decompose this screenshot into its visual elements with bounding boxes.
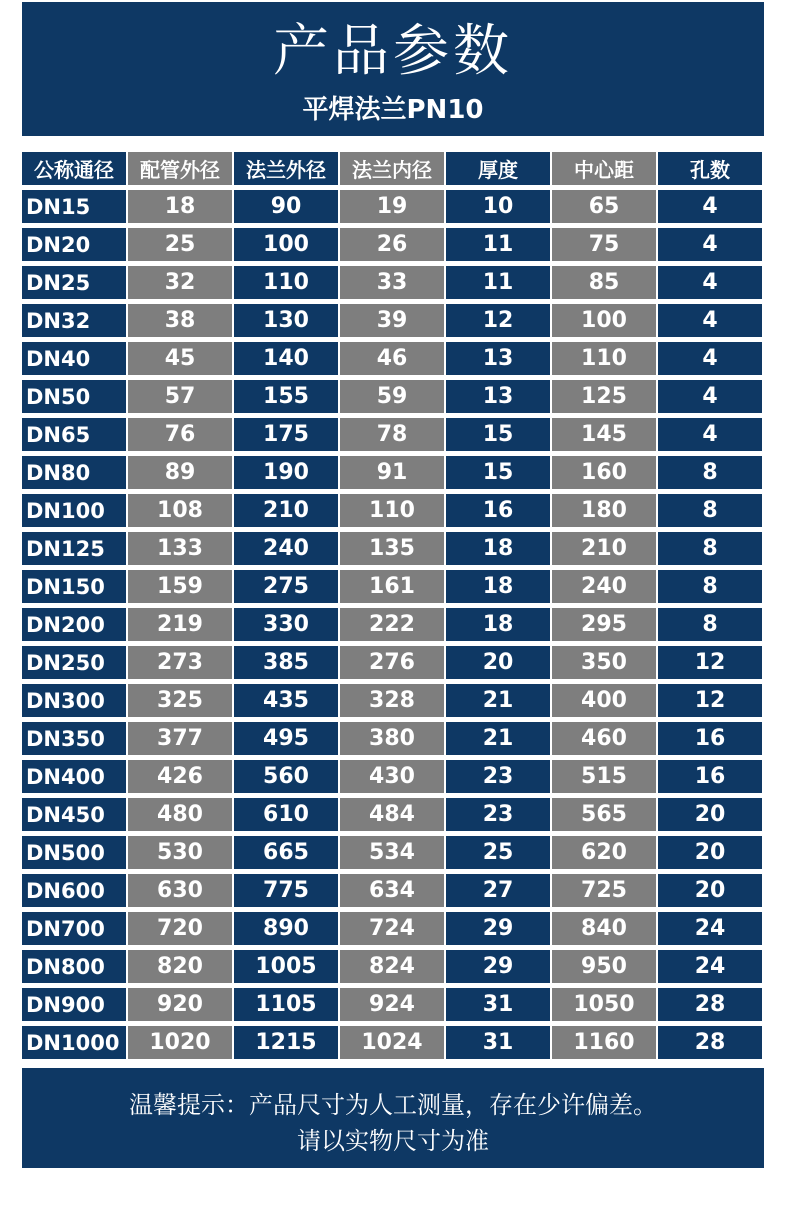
table-cell: 38 <box>128 304 232 337</box>
table-cell: 18 <box>446 570 550 603</box>
table-cell: 13 <box>446 342 550 375</box>
table-cell: 920 <box>128 988 232 1021</box>
table-cell: 724 <box>340 912 444 945</box>
table-cell: 21 <box>446 722 550 755</box>
row-header-cell: DN450 <box>22 798 126 831</box>
table-cell: 175 <box>234 418 338 451</box>
table-cell: 100 <box>552 304 656 337</box>
row-header-cell: DN800 <box>22 950 126 983</box>
table-cell: 295 <box>552 608 656 641</box>
table-cell: 32 <box>128 266 232 299</box>
table-cell: 27 <box>446 874 550 907</box>
table-cell: 24 <box>658 912 762 945</box>
row-header-cell: DN32 <box>22 304 126 337</box>
table-cell: 820 <box>128 950 232 983</box>
table-cell: 8 <box>658 608 762 641</box>
table-cell: 26 <box>340 228 444 261</box>
column-header: 公称通径 <box>22 152 126 185</box>
page-subtitle: 平焊法兰PN10 <box>302 95 484 125</box>
table-cell: 210 <box>234 494 338 527</box>
table-cell: 108 <box>128 494 232 527</box>
table-cell: 15 <box>446 418 550 451</box>
table-cell: 219 <box>128 608 232 641</box>
table-cell: 426 <box>128 760 232 793</box>
table-cell: 665 <box>234 836 338 869</box>
table-cell: 39 <box>340 304 444 337</box>
table-cell: 610 <box>234 798 338 831</box>
table-cell: 18 <box>128 190 232 223</box>
table-cell: 325 <box>128 684 232 717</box>
column-header: 厚度 <box>446 152 550 185</box>
table-cell: 565 <box>552 798 656 831</box>
table-cell: 8 <box>658 570 762 603</box>
table-cell: 13 <box>446 380 550 413</box>
table-cell: 28 <box>658 1026 762 1059</box>
table-cell: 12 <box>658 646 762 679</box>
row-header-cell: DN40 <box>22 342 126 375</box>
row-header-cell: DN100 <box>22 494 126 527</box>
row-header-cell: DN200 <box>22 608 126 641</box>
table-cell: 110 <box>234 266 338 299</box>
table-cell: 20 <box>658 798 762 831</box>
row-header-cell: DN50 <box>22 380 126 413</box>
table-cell: 89 <box>128 456 232 489</box>
row-header-cell: DN125 <box>22 532 126 565</box>
table-cell: 8 <box>658 494 762 527</box>
row-header-cell: DN150 <box>22 570 126 603</box>
table-cell: 484 <box>340 798 444 831</box>
row-header-cell: DN65 <box>22 418 126 451</box>
table-cell: 16 <box>446 494 550 527</box>
table-cell: 161 <box>340 570 444 603</box>
table-cell: 180 <box>552 494 656 527</box>
table-cell: 11 <box>446 266 550 299</box>
table-cell: 380 <box>340 722 444 755</box>
table-cell: 460 <box>552 722 656 755</box>
table-cell: 130 <box>234 304 338 337</box>
column-header: 配管外径 <box>128 152 232 185</box>
table-cell: 16 <box>658 722 762 755</box>
header-banner <box>22 2 764 136</box>
table-cell: 12 <box>446 304 550 337</box>
table-cell: 78 <box>340 418 444 451</box>
table-cell: 31 <box>446 1026 550 1059</box>
table-cell: 1105 <box>234 988 338 1021</box>
table-cell: 20 <box>446 646 550 679</box>
table-cell: 1005 <box>234 950 338 983</box>
table-cell: 46 <box>340 342 444 375</box>
table-cell: 90 <box>234 190 338 223</box>
table-cell: 4 <box>658 228 762 261</box>
row-header-cell: DN20 <box>22 228 126 261</box>
table-cell: 75 <box>552 228 656 261</box>
table-cell: 530 <box>128 836 232 869</box>
table-cell: 190 <box>234 456 338 489</box>
table-cell: 560 <box>234 760 338 793</box>
table-cell: 21 <box>446 684 550 717</box>
table-cell: 4 <box>658 266 762 299</box>
table-cell: 10 <box>446 190 550 223</box>
table-cell: 634 <box>340 874 444 907</box>
table-cell: 29 <box>446 912 550 945</box>
table-cell: 330 <box>234 608 338 641</box>
row-header-cell: DN300 <box>22 684 126 717</box>
table-cell: 85 <box>552 266 656 299</box>
column-header: 法兰内径 <box>340 152 444 185</box>
table-cell: 435 <box>234 684 338 717</box>
table-cell: 495 <box>234 722 338 755</box>
table-cell: 12 <box>658 684 762 717</box>
table-cell: 1020 <box>128 1026 232 1059</box>
table-cell: 377 <box>128 722 232 755</box>
row-header-cell: DN250 <box>22 646 126 679</box>
row-header-cell: DN25 <box>22 266 126 299</box>
table-cell: 725 <box>552 874 656 907</box>
table-cell: 275 <box>234 570 338 603</box>
table-cell: 890 <box>234 912 338 945</box>
table-cell: 4 <box>658 304 762 337</box>
table-cell: 276 <box>340 646 444 679</box>
table-cell: 480 <box>128 798 232 831</box>
table-cell: 1024 <box>340 1026 444 1059</box>
table-cell: 328 <box>340 684 444 717</box>
table-cell: 4 <box>658 190 762 223</box>
table-cell: 400 <box>552 684 656 717</box>
notice-line-2: 请以实物尺寸为准 <box>297 1127 489 1155</box>
row-header-cell: DN15 <box>22 190 126 223</box>
table-cell: 620 <box>552 836 656 869</box>
table-cell: 15 <box>446 456 550 489</box>
notice-line-1: 温馨提示：产品尺寸为人工测量，存在少许偏差。 <box>129 1091 657 1119</box>
table-cell: 45 <box>128 342 232 375</box>
table-cell: 1215 <box>234 1026 338 1059</box>
table-cell: 91 <box>340 456 444 489</box>
table-cell: 23 <box>446 798 550 831</box>
spec-table <box>22 152 765 1059</box>
row-header-cell: DN900 <box>22 988 126 1021</box>
table-cell: 76 <box>128 418 232 451</box>
column-header: 孔数 <box>658 152 762 185</box>
table-cell: 65 <box>552 190 656 223</box>
table-cell: 1160 <box>552 1026 656 1059</box>
table-cell: 57 <box>128 380 232 413</box>
table-cell: 630 <box>128 874 232 907</box>
table-cell: 8 <box>658 456 762 489</box>
table-cell: 240 <box>552 570 656 603</box>
table-cell: 155 <box>234 380 338 413</box>
table-cell: 140 <box>234 342 338 375</box>
table-cell: 110 <box>552 342 656 375</box>
notice-banner <box>22 1068 764 1168</box>
table-cell: 24 <box>658 950 762 983</box>
table-cell: 350 <box>552 646 656 679</box>
table-cell: 29 <box>446 950 550 983</box>
row-header-cell: DN400 <box>22 760 126 793</box>
row-header-cell: DN500 <box>22 836 126 869</box>
row-header-cell: DN700 <box>22 912 126 945</box>
table-cell: 824 <box>340 950 444 983</box>
table-cell: 160 <box>552 456 656 489</box>
table-cell: 11 <box>446 228 550 261</box>
table-cell: 16 <box>658 760 762 793</box>
table-cell: 110 <box>340 494 444 527</box>
table-cell: 18 <box>446 532 550 565</box>
table-cell: 125 <box>552 380 656 413</box>
table-cell: 4 <box>658 380 762 413</box>
table-cell: 210 <box>552 532 656 565</box>
row-header-cell: DN1000 <box>22 1026 126 1059</box>
table-cell: 23 <box>446 760 550 793</box>
table-cell: 20 <box>658 874 762 907</box>
table-cell: 1050 <box>552 988 656 1021</box>
table-cell: 534 <box>340 836 444 869</box>
page-title: 产品参数 <box>273 19 513 84</box>
table-cell: 133 <box>128 532 232 565</box>
row-header-cell: DN600 <box>22 874 126 907</box>
table-cell: 25 <box>128 228 232 261</box>
table-cell: 775 <box>234 874 338 907</box>
table-cell: 59 <box>340 380 444 413</box>
table-cell: 950 <box>552 950 656 983</box>
table-cell: 31 <box>446 988 550 1021</box>
table-cell: 273 <box>128 646 232 679</box>
table-cell: 924 <box>340 988 444 1021</box>
table-cell: 18 <box>446 608 550 641</box>
table-cell: 720 <box>128 912 232 945</box>
column-header: 法兰外径 <box>234 152 338 185</box>
table-cell: 4 <box>658 342 762 375</box>
table-cell: 8 <box>658 532 762 565</box>
row-header-cell: DN80 <box>22 456 126 489</box>
table-cell: 20 <box>658 836 762 869</box>
table-cell: 840 <box>552 912 656 945</box>
table-cell: 100 <box>234 228 338 261</box>
table-cell: 135 <box>340 532 444 565</box>
table-cell: 33 <box>340 266 444 299</box>
table-cell: 145 <box>552 418 656 451</box>
table-cell: 4 <box>658 418 762 451</box>
table-cell: 28 <box>658 988 762 1021</box>
table-cell: 222 <box>340 608 444 641</box>
table-cell: 19 <box>340 190 444 223</box>
table-cell: 240 <box>234 532 338 565</box>
table-cell: 515 <box>552 760 656 793</box>
table-cell: 25 <box>446 836 550 869</box>
table-cell: 430 <box>340 760 444 793</box>
table-cell: 385 <box>234 646 338 679</box>
row-header-cell: DN350 <box>22 722 126 755</box>
column-header: 中心距 <box>552 152 656 185</box>
table-cell: 159 <box>128 570 232 603</box>
